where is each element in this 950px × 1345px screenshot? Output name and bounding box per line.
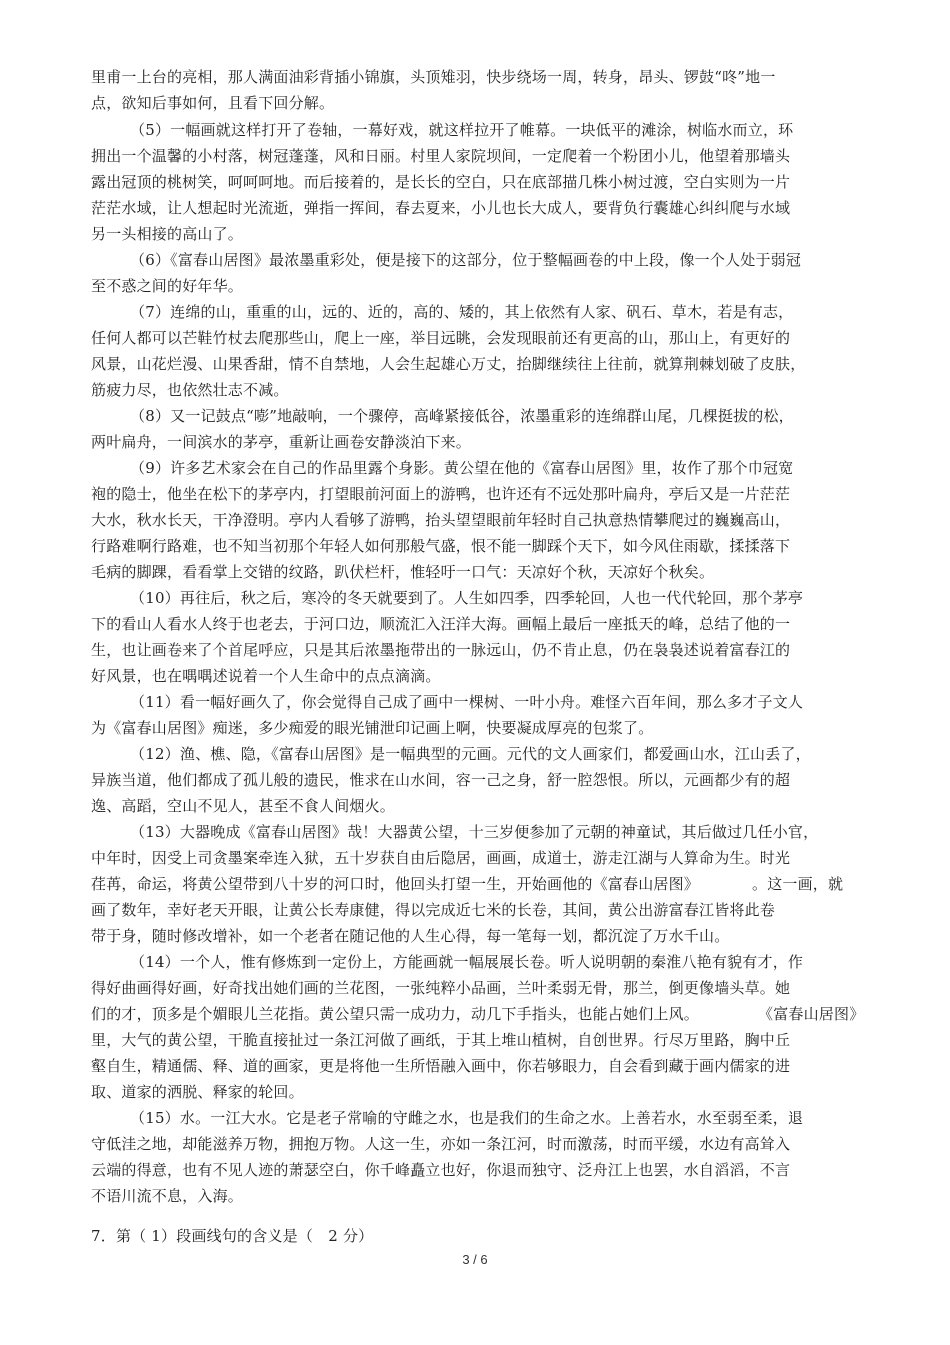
text-line: 袍的隐士，他坐在松下的茅亭内，打望眼前河面上的游鸭，也许还有不远处那叶扁舟，亭后又是一片茫茫 bbox=[91, 485, 791, 503]
text-line: 下的看山人看水人终于也老去，于河口边，顺流汇入汪洋大海。画幅上最后一座抵天的峰，总结了他的一 bbox=[91, 615, 791, 633]
text-line: 中年时，因受上司贪墨案牵连入狱，五十岁获自由后隐居，画画，成道士，游走江湖与人算命为生。时光 bbox=[91, 849, 791, 867]
text-line: （15）水。一江大水。它是老子常喻的守雌之水，也是我们的生命之水。上善若水，水至弱至柔，退 bbox=[130, 1109, 804, 1127]
text-line: （10）再往后，秋之后，寒冷的冬天就要到了。人生如四季，四季轮回，人也一代代轮回，那个茅亭 bbox=[130, 589, 804, 607]
page-number: 3 / 6 bbox=[462, 1252, 488, 1267]
text-line: 两叶扁舟，一间滨水的茅亭，重新让画卷安静淡泊下来。 bbox=[91, 433, 472, 451]
text-line: 里，大气的黄公望，干脆直接扯过一条江河做了画纸，于其上堆山植树，自创世界。行尽万里路，胸中丘 bbox=[91, 1031, 791, 1049]
text-line: 《富春山居图》 bbox=[758, 1005, 865, 1023]
text-line: 带于身，随时修改增补，如一个老者在随记他的人生心得，每一笔每一划，都沉淀了万水千山。 bbox=[91, 927, 730, 945]
text-line: 生，也让画卷来了个首尾呼应，只是其后浓墨拖带出的一脉远山，仍不肯止息，仍在袅袅述说着富春江的 bbox=[91, 641, 791, 659]
text-line: 毛病的脚踝，看看掌上交错的纹路，趴伏栏杆，惟轻吁一口气：天凉好个秋，天凉好个秋矣。 bbox=[91, 563, 715, 581]
text-line: 露出冠顶的桃树笑，呵呵呵地。而后接着的，是长长的空白，只在底部描几株小树过渡，空白实则为一片 bbox=[91, 173, 791, 191]
text-line: 守低洼之地，却能滋养万物，拥抱万物。人这一生，亦如一条江河，时而激荡，时而平缓，水边有高耸入 bbox=[91, 1135, 791, 1153]
text-line: 云端的得意，也有不见人迹的萧瑟空白，你千峰矗立也好，你退而独守、泛舟江上也罢，水自滔滔，不言 bbox=[91, 1161, 791, 1179]
text-line: （11）看一幅好画久了，你会觉得自己成了画中一棵树、一叶小舟。难怪六百年间，那么多才子文人 bbox=[130, 693, 804, 711]
text-line: 风景，山花烂漫、山果香甜，情不自禁地，人会生起雄心万丈，抬脚继续往上往前，就算荆棘划破了皮肤， bbox=[91, 355, 806, 373]
text-line: 。这一画，就 bbox=[752, 875, 844, 893]
text-line: （13）大器晚成《富春山居图》哉！大器黄公望，十三岁便参加了元朝的神童试，其后做过几任小官， bbox=[130, 823, 819, 841]
text-line: （12）渔、樵、隐，《富春山居图》是一幅典型的元画。元代的文人画家们，都爱画山水，江山丢了， bbox=[130, 745, 811, 763]
text-line: 任何人都可以芒鞋竹杖去爬那些山，爬上一座，举目远眺，会发现眼前还有更高的山，那山上，有更好的 bbox=[91, 329, 791, 347]
text-line: 们的才，顶多是个媚眼儿兰花指。黄公望只需一成功力，动几下手指头，也能占她们上风。 bbox=[91, 1005, 700, 1023]
text-line: （6）《富春山居图》最浓墨重彩处，便是接下的这部分，位于整幅画卷的中上段，像一个人处于弱冠 bbox=[130, 251, 802, 269]
text-line: 不语川流不息，入海。 bbox=[91, 1187, 244, 1205]
text-line: 画了数年，幸好老天开眼，让黄公长寿康健，得以完成近七米的长卷，其间，黄公出游富春江皆将此卷 bbox=[91, 901, 776, 919]
text-line: （7）连绵的山，重重的山，远的、近的，高的、矮的，其上依然有人家、矾石、草木，若是有志， bbox=[130, 303, 794, 321]
text-line: 得好曲画得好画，好奇找出她们画的兰花图，一张纯粹小品画，兰叶柔弱无骨，那兰，倒更像墙头草。她 bbox=[91, 979, 791, 997]
text-line: 取、道家的洒脱、释家的轮回。 bbox=[91, 1083, 304, 1101]
text-line: 好风景，也在喁喁述说着一个人生命中的点点滴滴。 bbox=[91, 667, 441, 685]
text-line: 荏苒，命运，将黄公望带到八十岁的河口时，他回头打望一生，开始画他的《富春山居图》 bbox=[91, 875, 700, 893]
text-line: 大水，秋水长天，干净澄明。亭内人看够了游鸭，抬头望望眼前年轻时自己执意热情攀爬过的巍巍高山， bbox=[91, 511, 791, 529]
text-line: 里甫一上台的亮相，那人满面油彩背插小锦旗，头顶雉羽，快步绕场一周，转身，昂头、锣鼓“咚”地一 bbox=[91, 68, 776, 86]
text-line: 逸、高蹈，空山不见人，甚至不食人间烟火。 bbox=[91, 797, 396, 815]
text-line: 筋疲力尽，也依然壮志不减。 bbox=[91, 381, 289, 399]
text-line: 拥出一个温馨的小村落，树冠蓬蓬，风和日丽。村里人家院坝间，一定爬着一个粉团小儿，他望着那墙头 bbox=[91, 147, 791, 165]
text-line: 点，欲知后事如何，且看下回分解。 bbox=[91, 94, 335, 112]
text-line: （9）许多艺术家会在自己的作品里露个身影。黄公望在他的《富春山居图》里，妆作了那个巾冠宽 bbox=[130, 459, 794, 477]
text-line: （5）一幅画就这样打开了卷轴，一幕好戏，就这样拉开了帷幕。一块低平的滩涂，树临水而立，环 bbox=[130, 121, 794, 139]
text-line: （14）一个人，惟有修炼到一定份上，方能画就一幅展展长卷。听人说明朝的秦淮八艳有貌有才，作 bbox=[130, 953, 804, 971]
text-line: 行路难啊行路难，也不知当初那个年轻人如何那般气盛，恨不能一脚踩个天下，如今风住雨歇，揉揉落下 bbox=[91, 537, 791, 555]
text-line: 为《富春山居图》痴迷，多少痴爱的眼光铺泄印记画上啊，快要凝成厚亮的包浆了。 bbox=[91, 719, 654, 737]
text-line: 异族当道，他们都成了孤儿般的遗民，惟求在山水间，容一己之身，舒一腔怨恨。所以，元画都少有的超 bbox=[91, 771, 791, 789]
text-line: 茫茫水域，让人想起时光流逝，弹指一挥间，春去夏来，小儿也长大成人，要背负行囊雄心纠纠爬与水域 bbox=[91, 199, 791, 217]
text-line: （8）又一记鼓点“嘭”地敲响，一个骤停，高峰紧接低谷，浓墨重彩的连绵群山尾，几棵挺拔的松， bbox=[130, 407, 794, 425]
text-line: 至不惑之间的好年华。 bbox=[91, 277, 244, 295]
text-line: 壑自生，精通儒、释、道的画家，更是将他一生所悟融入画中，你若够眼力，自会看到藏于画内儒家的进 bbox=[91, 1057, 791, 1075]
question-line: 7．第（ 1）段画线句的含义是（ 2 分） bbox=[91, 1227, 374, 1245]
text-line: 另一头相接的高山了。 bbox=[91, 225, 244, 243]
